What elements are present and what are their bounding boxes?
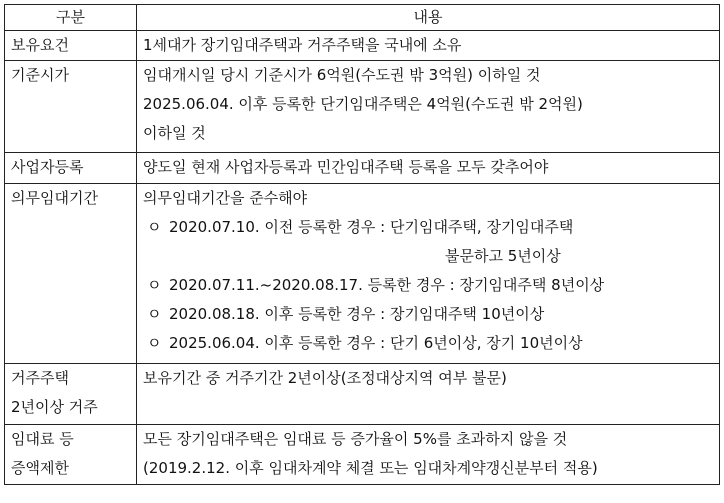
row-label: 기준시가 [5, 61, 137, 153]
list-item: ㅇ 2025.06.04. 이후 등록한 경우 : 단기 6년이상, 장기 10년이상 [143, 329, 719, 358]
table-row [5, 425, 720, 485]
list-item: ㅇ 2020.07.11.~2020.08.17. 등록한 경우 : 장기임대주택 8년이상 [143, 271, 719, 300]
row-label: 임대료 등 증액제한 [5, 425, 137, 485]
row-content: 모든 장기임대주택은 임대료 등 증가율이 5%를 초과하지 않을 것 (2019.2.12. 이후 임대차계약 체결 또는 임대차계약갱신분부터 적용) [137, 425, 720, 485]
bullet-icon: ㅇ [147, 334, 162, 352]
list-item: ㅇ 2020.07.10. 이전 등록한 경우 : 단기임대주택, 장기임대주택 [143, 213, 719, 242]
row-label: 사업자등록 [5, 153, 137, 184]
table-row [5, 153, 720, 184]
table-row [5, 61, 720, 153]
bullet-icon: ㅇ [147, 218, 162, 236]
bullet-icon: ㅇ [147, 305, 162, 323]
list-item: ㅇ 2020.08.18. 이후 등록한 경우 : 장기임대주택 10년이상 [143, 300, 719, 329]
row-label: 보유요건 [5, 31, 137, 61]
row-label: 의무임대기간 [5, 184, 137, 364]
header-category: 구분 [5, 5, 137, 31]
table-row [5, 184, 720, 364]
header-content: 내용 [137, 5, 720, 31]
header-row [5, 5, 720, 31]
row-content: 양도일 현재 사업자등록과 민간임대주택 등록을 모두 갖추어야 [137, 153, 720, 184]
row-label: 거주주택 2년이상 거주 [5, 364, 137, 425]
requirements-table [4, 4, 720, 485]
row-content: 1세대가 장기임대주택과 거주주택을 국내에 소유 [137, 31, 720, 61]
table-row [5, 364, 720, 425]
row-content: 의무임대기간을 준수해야 ㅇ 2020.07.10. 이전 등록한 경우 : 단기임대주택, 장기임대주택 불문하고 5년이상 ㅇ 2020.07.11.~2020.08.17. 등록한 경우 : 장기임대주택 8년이상 ㅇ 2020.08.18. 이후 등록한 경우 : 장기임대주택 10년이상 ㅇ 2025.06.04. 이후 등록한 경우 : 단기 6년이상, 장기 10년이상 [137, 184, 720, 364]
row-content: 임대개시일 당시 기준시가 6억원(수도권 밖 3억원) 이하일 것 2025.06.04. 이후 등록한 단기임대주택은 4억원(수도권 밖 2억원) 이하일 것 [137, 61, 720, 153]
bullet-icon: ㅇ [147, 276, 162, 294]
table-row [5, 31, 720, 61]
row-content: 보유기간 중 거주기간 2년이상(조정대상지역 여부 불문) [137, 364, 720, 425]
